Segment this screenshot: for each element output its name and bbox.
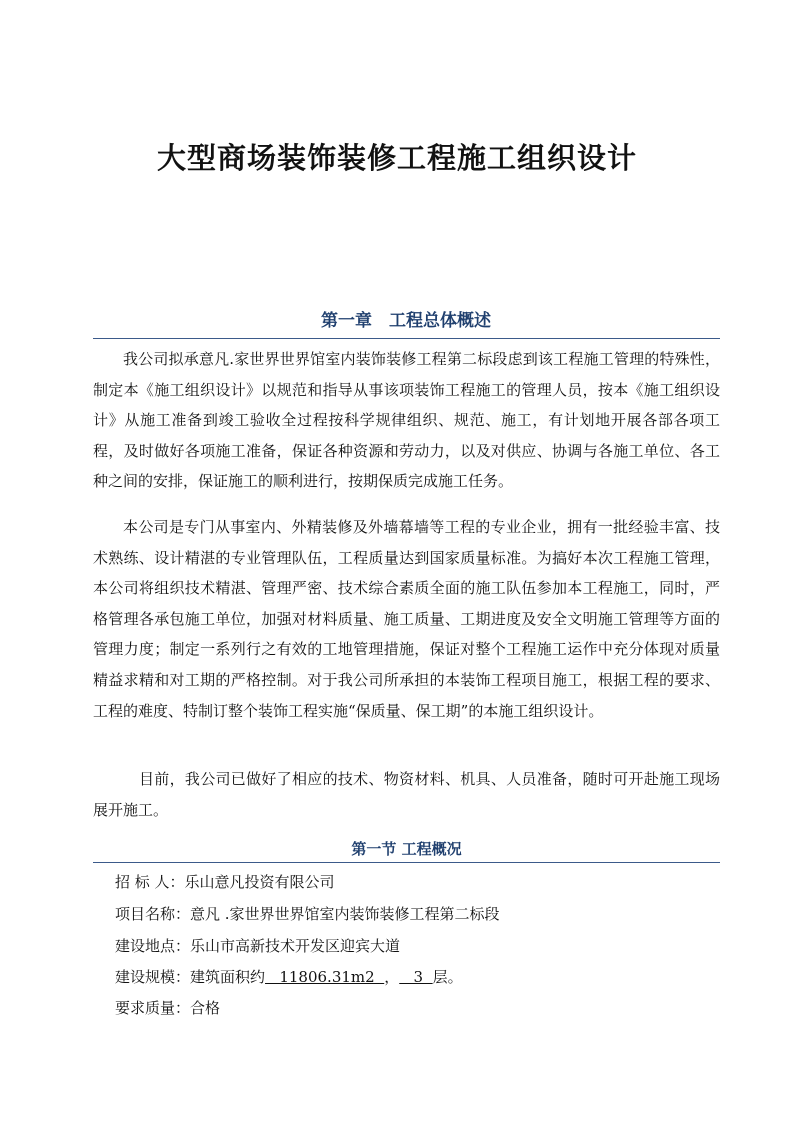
info-prefix: 建筑面积约 (190, 968, 266, 986)
floors-value: 3 (399, 968, 433, 986)
chapter-divider (93, 338, 720, 339)
chapter-heading: 第一章 工程总体概述 (321, 311, 491, 331)
section-heading: 第一节 工程概况 (351, 840, 462, 858)
chapter-paragraph-2: 本公司是专门从事室内、外精装修及外墙幕墙等工程的专业企业，拥有一批经验丰富、技术熟练、设计精湛的专业管理队伍，工程质量达到国家质量标准。为搞好本次工程施工管理，本公司将组织技术精湛、管理严密、技术综合素质全面的施工队伍参加本工程施工，同时，严格管理各承包施工单位，加强对材料质量、施工质量、工期进度及安全文明施工管理等方面的管理力度；制定一系列行之有效的工地管理措施，保证对整个工程施工运作中充分体现对质量精益求精和对工期的严格控制。对于我公司所承担的本装饰工程项目施工，根据工程的要求、工程的难度、特制订整个装饰工程实施“保质量、保工期”的本施工组织设计。 (93, 518, 720, 720)
info-row-bidder (115, 872, 335, 892)
info-suffix: 层。 (432, 968, 463, 986)
info-label: 要求质量： (115, 999, 191, 1017)
info-separator: ， (384, 968, 400, 986)
info-row-quality (115, 998, 220, 1018)
chapter-paragraph-1: 我公司拟承意凡.家世界世界馆室内装饰装修工程第二标段虑到该工程施工管理的特殊性，制定本《施工组织设计》以规范和指导从事该项装饰工程施工的管理人员，按本《施工组织设计》从施工准备到竣工验收全过程按科学规律组织、规范、施工，有计划地开展各部各项工程，及时做好各项施工准备，保证各种资源和劳动力，以及对供应、协调与各施工单位、各工种之间的安排，保证施工的顺利进行，按期保质完成施工任务。 (93, 350, 720, 491)
info-label: 建设规模： (115, 968, 191, 986)
info-label: 建设地点： (115, 937, 191, 955)
info-label: 项目名称： (115, 905, 191, 923)
page-title: 大型商场装饰装修工程施工组织设计 (156, 141, 637, 175)
info-value: 合格 (190, 999, 221, 1017)
chapter-paragraph-3: 目前，我公司已做好了相应的技术、物资材料、机具、人员准备，随时可开赴施工现场展开施工。 (93, 770, 720, 819)
area-value: 11806.31m2 (265, 968, 385, 986)
info-label: 招 标 人： (115, 873, 185, 891)
info-row-scale (115, 967, 463, 987)
info-value: 乐山市高新技术开发区迎宾大道 (190, 937, 401, 955)
info-row-location (115, 936, 400, 956)
info-value: 意凡 .家世界世界馆室内装饰装修工程第二标段 (190, 905, 500, 923)
section-divider (93, 862, 720, 863)
info-row-project-name (115, 904, 500, 924)
info-value: 乐山意凡投资有限公司 (184, 873, 335, 891)
